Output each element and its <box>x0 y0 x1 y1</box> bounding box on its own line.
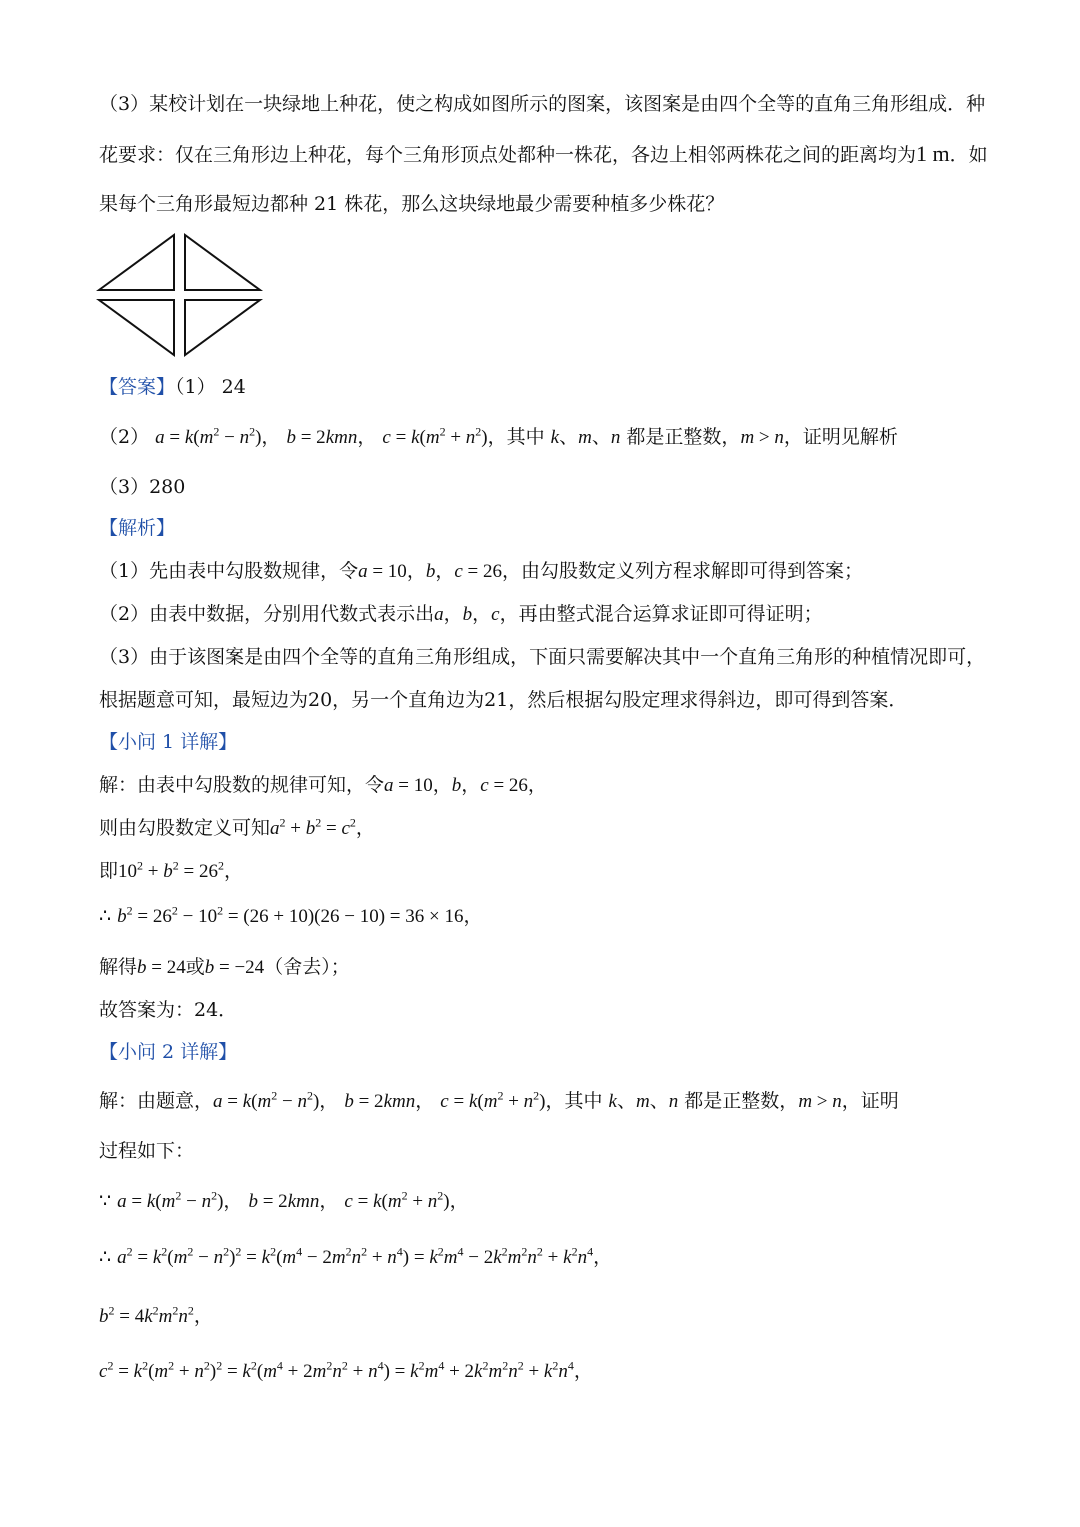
triangle-bottom-left <box>99 300 174 355</box>
detail2-tag: 【小问 2 详解】 <box>99 1041 238 1063</box>
analysis-line3: （3）由于该图案是由四个全等的直角三角形组成，下面只需要解决其中一个直角三角形的种植情况即可， <box>99 646 986 668</box>
answer-line1: 【答案】（1） 24 <box>99 376 246 398</box>
triangle-bottom-right <box>185 300 260 355</box>
answer-line2: （2） $a = k(m^2 - n^2)$， b = 2kmn， $c = k(m^2 + n^2)$，其中 k、m、n 都是正整数，m > n，证明见解析 <box>99 424 898 448</box>
detail2-line3: ∵ $a = k(m^2 - n^2)$， b = 2kmn， $c = k(m^2 + n^2)$， <box>99 1188 469 1212</box>
triangle-top-left <box>99 235 174 290</box>
detail2-line2: 过程如下： <box>99 1140 195 1162</box>
analysis-line1: （1）先由表中勾股数规律，令a = 10，b，c = 26，由勾股数定义列方程求解即可得到答案； <box>99 560 864 582</box>
detail1-line4: ∴ $b^2 = 26^2 - 10^2 = (26 + 10)(26 - 10) = 36 \times 16$， <box>99 903 483 927</box>
detail1-line1: 解：由表中勾股数的规律可知，令a = 10，b，c = 26， <box>99 774 547 796</box>
detail1-line6: 故答案为：24． <box>99 999 238 1021</box>
problem3-line1: （3）某校计划在一块绿地上种花，使之构成如图所示的图案，该图案是由四个全等的直角三角形组成．种 <box>99 93 986 115</box>
detail2-line1: 解：由题意，$a = k(m^2 - n^2)$， b = 2kmn， $c = k(m^2 + n^2)$，其中 k、m、n 都是正整数，m > n，证明 <box>99 1088 899 1112</box>
triangle-top-right <box>185 235 260 290</box>
detail2-line6: $c^2 = k^2(m^2 + n^2)^2 = k^2(m^4 + 2m^2n^2 + n^4) = k^2m^4 + 2k^2m^2n^2 + k^2n^4$， <box>99 1358 593 1382</box>
unit-1m: 1 m <box>916 141 950 166</box>
detail2-line5: $b^2 = 4k^2m^2n^2$， <box>99 1303 213 1327</box>
four-triangles-figure <box>96 232 264 358</box>
problem3-line2: 花要求：仅在三角形边上种花，每个三角形顶点处都种一株花，各边上相邻两株花之间的距离均为1 m．如 <box>99 141 988 166</box>
detail1-tag: 【小问 1 详解】 <box>99 731 238 753</box>
detail1-line3: 即$10^2 + b^2 = 26^2$， <box>99 858 243 882</box>
detail1-line5: 解得b = 24或b = −24（舍去）； <box>99 956 350 978</box>
problem3-line3: 果每个三角形最短边都种 21 株花，那么这块绿地最少需要种植多少株花？ <box>99 193 725 215</box>
answer-line3: （3）280 <box>99 476 186 498</box>
analysis-line4: 根据题意可知，最短边为20，另一个直角边为21，然后根据勾股定理求得斜边，即可得到答案． <box>99 689 908 711</box>
answer-tag: 【答案】 <box>99 376 176 398</box>
detail1-line2: 则由勾股数定义可知$a^2 + b^2 = c^2$， <box>99 815 375 839</box>
detail2-line4: ∴ $a^2 = k^2(m^2 - n^2)^2 = k^2(m^4 - 2m^2n^2 + n^4) = k^2m^4 - 2k^2m^2n^2 + k^2n^4$， <box>99 1244 613 1268</box>
analysis-line2: （2）由表中数据，分别用代数式表示出a，b，c，再由整式混合运算求证即可得证明； <box>99 603 823 625</box>
analysis-tag: 【解析】 <box>99 517 176 539</box>
